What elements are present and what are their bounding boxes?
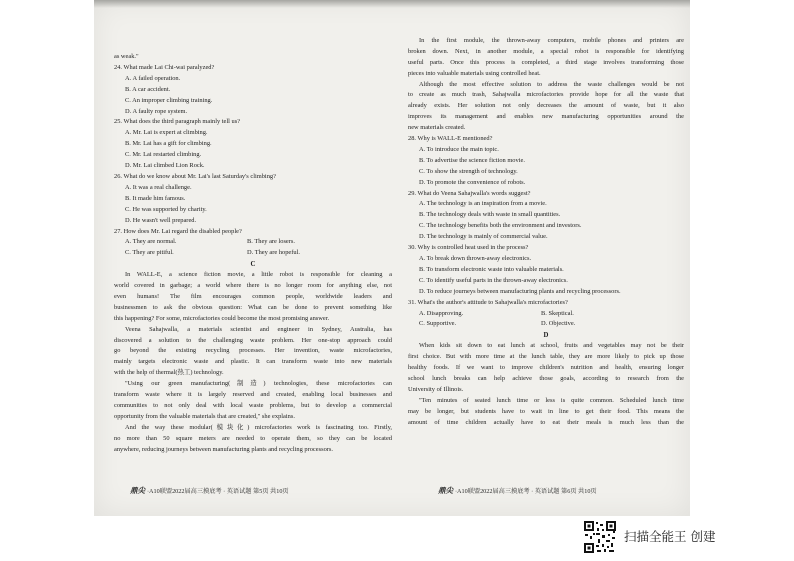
answer-options-row: [408, 309, 684, 320]
answer-options-row: [114, 237, 392, 248]
passage-line: may be longer, but students have to wait in line to get their food. This means the: [408, 407, 684, 415]
answer-option: D. Objective.: [541, 320, 576, 328]
answer-option: B. It made him famous.: [125, 194, 186, 202]
passage-line: transform waste where it is largely reserved and created, enabling local businesses and: [114, 391, 392, 399]
answer-option: B. Mr. Lai has a gift for climbing.: [125, 140, 212, 148]
answer-option: D. A faulty rope system.: [125, 107, 188, 115]
passage-line: already exists. Her solution not only decreases the amount of waste, but it also: [408, 102, 684, 110]
answer-option: A. Disapproving.: [419, 309, 464, 317]
question: 26. What do we know about Mr. Lai's last Saturday's climbing?: [114, 172, 276, 180]
question: 31. What's the author's attitude to Sahajwalla's microfactories?: [408, 298, 568, 306]
footer-brand: 鼎尖: [438, 486, 453, 495]
answer-option: B. The technology deals with waste in small quantities.: [419, 211, 561, 219]
left-page-footer: [130, 485, 289, 496]
question: 30. Why is controlled heat used in the process?: [408, 244, 529, 252]
passage-line: pieces into valuable materials using controlled heat.: [408, 69, 541, 77]
question: 25. What does the third paragraph mainly tell us?: [114, 118, 241, 126]
passage-line: University of Illinois.: [408, 385, 464, 393]
passage-line: with the help of thermal(热工) technology.: [114, 369, 224, 377]
answer-option: D. He wasn't well prepared.: [125, 216, 197, 224]
passage-line: Veena Sahajwalla, a materials scientist and engineer in Sydney, Australia, has: [125, 325, 392, 333]
answer-option: A. Mr. Lai is expert at climbing.: [125, 129, 208, 137]
passage-line: mainly targets electronic waste and plastic. It can transform waste into new materials: [114, 358, 392, 366]
scanner-watermark: 扫描全能王 创建: [624, 529, 716, 544]
answer-option: A. It was a real challenge.: [125, 183, 192, 191]
right-page: [408, 0, 684, 516]
answer-option: C. To identify useful parts in the thrown-away electronics.: [419, 276, 568, 284]
passage-line: "Ten minutes of seated lunch time or less is quite common. Scheduled lunch time: [419, 396, 684, 404]
answer-option: D. To promote the convenience of robots.: [419, 178, 526, 186]
left-page: [114, 0, 392, 516]
passage-line: Although the most effective solution to address the waste challenges would be not: [419, 80, 684, 88]
answer-option: B. A car accident.: [125, 85, 171, 93]
answer-option: B. Skeptical.: [541, 309, 574, 317]
left-page-text: [114, 52, 392, 455]
answer-option: A. To introduce the main topic.: [419, 145, 499, 153]
passage-line: communities to not only deal with local waste problems, but to develop a commercial: [114, 401, 392, 409]
answer-options-row: [408, 319, 684, 330]
document-photo: [94, 0, 690, 516]
answer-option: D. Mr. Lai climbed Lion Rock.: [125, 162, 205, 170]
passage-line: And the way these modular(模块化) microfactories work is fascinating too. Firstly,: [125, 423, 392, 431]
passage-line: school lunch breaks can help achieve those goals, according to research from the: [408, 375, 684, 383]
section-heading: D: [543, 332, 549, 340]
passage-line: "Using our green manufacturing(制造) technologies, these microfactories can: [125, 380, 392, 388]
answer-option: C. Mr. Lai restarted climbing.: [125, 151, 202, 159]
answer-option: C. An improper climbing training.: [125, 96, 213, 104]
question: 27. How does Mr. Lai regard the disabled people?: [114, 227, 242, 235]
section-heading: C: [250, 261, 256, 269]
answer-options-row: [114, 248, 392, 259]
passage-line: first choice. But with more time at the lunch table, they are more likely to pick up those: [408, 353, 684, 361]
answer-option: C. Supportive.: [419, 320, 457, 328]
passage-line: opportunity from the valuable materials that are created," she explains.: [114, 412, 295, 420]
passage-line: broken down. Next, in another module, a special robot is responsible for identifying: [408, 47, 684, 55]
question: as weak.": [114, 53, 139, 60]
answer-option: A. They are normal.: [125, 238, 177, 246]
passage-line: even humans! The film encourages common people, worldwide leaders and: [114, 293, 392, 300]
passage-line: healthy foods. If we want to improve children's nutrition and health, ensuring longer: [408, 364, 684, 372]
footer-brand: 鼎尖: [130, 486, 145, 495]
answer-option: C. They are pitiful.: [125, 249, 174, 257]
passage-line: improves its management and enables new manufacturing opportunities around the: [408, 113, 684, 121]
passage-line: businessmen to ask the obvious question: What can be done to prevent something like: [114, 303, 392, 311]
answer-option: B. To transform electronic waste into valuable materials.: [419, 265, 564, 273]
right-page-footer: [438, 485, 597, 496]
answer-option: C. The technology benefits both the environment and investors.: [419, 222, 582, 230]
passage-line: In WALL-E, a science fiction movie, a little robot is responsible for cleaning a: [125, 271, 392, 279]
question: 28. Why is WALL-E mentioned?: [408, 135, 493, 143]
answer-option: A. The technology is an inspiration from a movie.: [419, 200, 547, 208]
passage-line: this happening? For some, microfactories could become the most promising answer.: [114, 314, 330, 322]
passage-line: When kids sit down to eat lunch at school, fruits and vegetables may not be their: [419, 342, 684, 350]
answer-option: C. To show the strength of technology.: [419, 167, 518, 175]
answer-option: A. To break down thrown-away electronics.: [419, 255, 532, 263]
qr-code-icon: [583, 520, 617, 554]
passage-line: world covered in garbage; a world where there is no longer room for anything else, not: [114, 282, 392, 290]
passage-line: new materials created.: [408, 124, 466, 132]
footer-text: ·A10联盟2022届高三摸底考 · 英语试题 第5页 共10页: [147, 488, 289, 495]
question: 29. What do Veena Sahajwalla's words suggest?: [408, 189, 531, 197]
right-page-text: [408, 36, 684, 429]
passage-line: go beyond the existing recycling processes. Her invention, waste microfactories,: [114, 347, 392, 355]
answer-option: B. They are losers.: [247, 238, 295, 246]
passage-line: to create as much trash, Sahajwalla microfactories provide hope for all the waste that: [408, 91, 684, 99]
passage-line: In the first module, the thrown-away computers, mobile phones and printers are: [419, 37, 684, 44]
passage-line: anywhere, reducing journeys between manufacturing plants and recycling processors.: [114, 445, 333, 453]
question: 24. What made Lai Chi-wai paralyzed?: [114, 63, 215, 71]
answer-option: D. To reduce journeys between manufacturing plants and recycling processors.: [419, 287, 621, 295]
answer-option: A. A failed operation.: [125, 74, 181, 82]
passage-line: discovered a solution to the challenging waste problem. Her one-stop approach could: [114, 336, 392, 344]
answer-option: B. To advertise the science fiction movie.: [419, 156, 525, 164]
footer-text: ·A10联盟2022届高三摸底考 · 英语试题 第6页 共10页: [455, 488, 597, 495]
passage-line: amount of time children actually have to eat their meals is much less than the: [408, 418, 684, 426]
answer-option: C. He was supported by charity.: [125, 205, 207, 213]
answer-option: D. They are hopeful.: [247, 249, 300, 257]
passage-line: no more than 50 square meters are needed to operate them, so they can be located: [114, 434, 392, 442]
answer-option: D. The technology is mainly of commercial value.: [419, 233, 548, 241]
passage-line: useful parts. Once this process is completed, a third stage involves transforming those: [408, 58, 684, 66]
